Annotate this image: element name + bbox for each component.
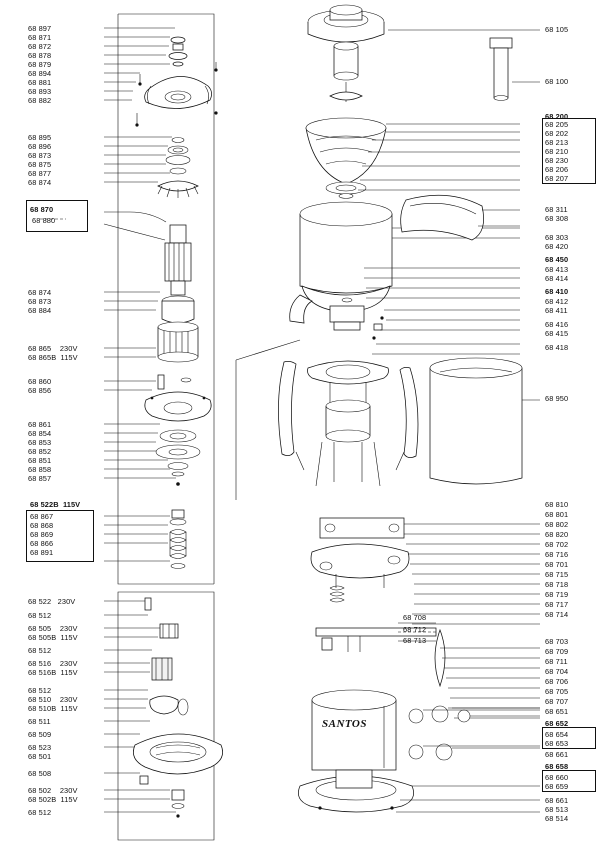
part-label: 68 865 230V [28,344,78,353]
part-label: 68 512 [28,686,52,695]
part-label: 68 871 [28,33,52,42]
part-label: 68 820 [545,530,569,539]
part-label: 68 857 [28,474,52,483]
part-label: 68 882 [28,96,52,105]
part-label: 68 868 [30,521,54,530]
part-label: 68 205 [545,120,569,129]
part-label: 68 511 [28,717,51,726]
part-label: 68 512 [28,611,52,620]
part-label: 68 416 [545,320,569,329]
part-label: 68 705 [545,687,569,696]
part-label: 68 100 [545,77,569,86]
part-label: 68 652 [545,719,569,728]
part-label: 68 501 [28,752,52,761]
part-label: 68 516 230V [28,659,78,668]
part-label: 68 523 [28,743,52,752]
part-label: 68 896 [28,142,52,151]
part-label: 68 891 [30,548,54,557]
part-label: 68 410 [545,287,569,296]
part-label: 68 412 [545,297,569,306]
part-label: 68 860 [28,377,52,386]
part-label: 68 661 [545,750,569,759]
part-label: 68 802 [545,520,569,529]
part-label: 68 415 [545,329,569,338]
part-label: 68 522B 115V [30,500,81,509]
part-label: 68 702 [545,540,569,549]
part-label: 68 873 [28,151,52,160]
part-label: 68 881 [28,78,52,87]
part-label: 68 413 [545,265,569,274]
part-label: 68 852 [28,447,52,456]
part-label: 68 716 [545,550,569,559]
part-label: 68 200 [545,112,569,121]
part-label: 68 895 [28,133,52,142]
part-label: 68 717 [545,600,569,609]
part-label: 68 510 230V [28,695,78,704]
part-label: 68 878 [28,51,52,60]
part-label: 68 880 [32,216,56,225]
part-label: 68 660 [545,773,569,782]
part-label: 68 502 230V [28,786,78,795]
part-label: 68 879 [28,60,52,69]
part-label: 68 418 [545,343,569,352]
part-label: 68 509 [28,730,52,739]
part-label: 68 867 [30,512,54,521]
part-label: 68 450 [545,255,569,264]
part-label: 68 894 [28,69,52,78]
part-label: 68 810 [545,500,569,509]
part-label: 68 414 [545,274,569,283]
part-label: 68 516B 115V [28,668,78,677]
group-box-652 [542,727,596,749]
group-box-200 [542,118,596,184]
part-label: 68 207 [545,174,569,183]
part-label: 68 510B 115V [28,704,78,713]
part-label: 68 703 [545,637,569,646]
part-label: 68 715 [545,570,569,579]
part-label: 68 718 [545,580,569,589]
part-label: 68 105 [545,25,569,34]
part-label: 68 851 [28,456,52,465]
part-label: 68 801 [545,510,569,519]
part-label: 68 884 [28,306,52,315]
part-label: 68 513 [545,805,569,814]
part-label: 68 653 [545,739,569,748]
part-label: 68 870 [30,205,54,214]
part-label: 68 230 [545,156,569,165]
part-label: 68 713 [403,636,427,645]
part-label: 68 875 [28,160,52,169]
part-label: 68 411 [545,306,568,315]
part-label: 68 654 [545,730,569,739]
part-label: 68 877 [28,169,52,178]
part-label: 68 512 [28,808,52,817]
part-label: 68 308 [545,214,569,223]
part-label: 68 420 [545,242,569,251]
part-label: 68 704 [545,667,569,676]
part-label: 68 893 [28,87,52,96]
part-label: 68 659 [545,782,569,791]
part-label: 68 202 [545,129,569,138]
part-label: 68 858 [28,465,52,474]
part-label: 68 719 [545,590,569,599]
part-label: 68 522 230V [28,597,76,606]
part-label: 68 711 [545,657,568,666]
part-label: 68 869 [30,530,54,539]
part-label: 68 502B 115V [28,795,78,804]
part-label: 68 210 [545,147,569,156]
part-label: 68 897 [28,24,52,33]
part-label: 68 853 [28,438,52,447]
part-label: 68 709 [545,647,569,656]
part-label: 68 661 [545,796,569,805]
part-label: 68 512 [28,646,52,655]
part-label: 68 861 [28,420,52,429]
part-label: 68 706 [545,677,569,686]
part-label: 68 854 [28,429,52,438]
part-label: 68 311 [545,205,568,214]
part-label: 68 651 [545,707,569,716]
part-label: 68 712 [403,625,427,634]
part-label: 68 865B 115V [28,353,78,362]
part-label: 68 303 [545,233,569,242]
part-label: 68 714 [545,610,569,619]
part-label: 68 708 [403,613,427,622]
part-label: 68 206 [545,165,569,174]
group-box-658 [542,770,596,792]
part-label: 68 950 [545,394,569,403]
part-label: 68 505 230V [28,624,78,633]
part-label: 68 866 [30,539,54,548]
brand-logo: SANTOS [322,718,367,730]
part-label: 68 658 [545,762,569,771]
part-label: 68 873 [28,297,52,306]
part-label: 68 874 [28,288,52,297]
part-label: 68 514 [545,814,569,823]
part-label: 68 856 [28,386,52,395]
part-label: 68 707 [545,697,569,706]
part-label: 68 213 [545,138,569,147]
part-label: 68 872 [28,42,52,51]
part-label: 68 505B 115V [28,633,78,642]
part-label: 68 508 [28,769,52,778]
part-label: 68 874 [28,178,52,187]
part-label: 68 701 [545,560,569,569]
